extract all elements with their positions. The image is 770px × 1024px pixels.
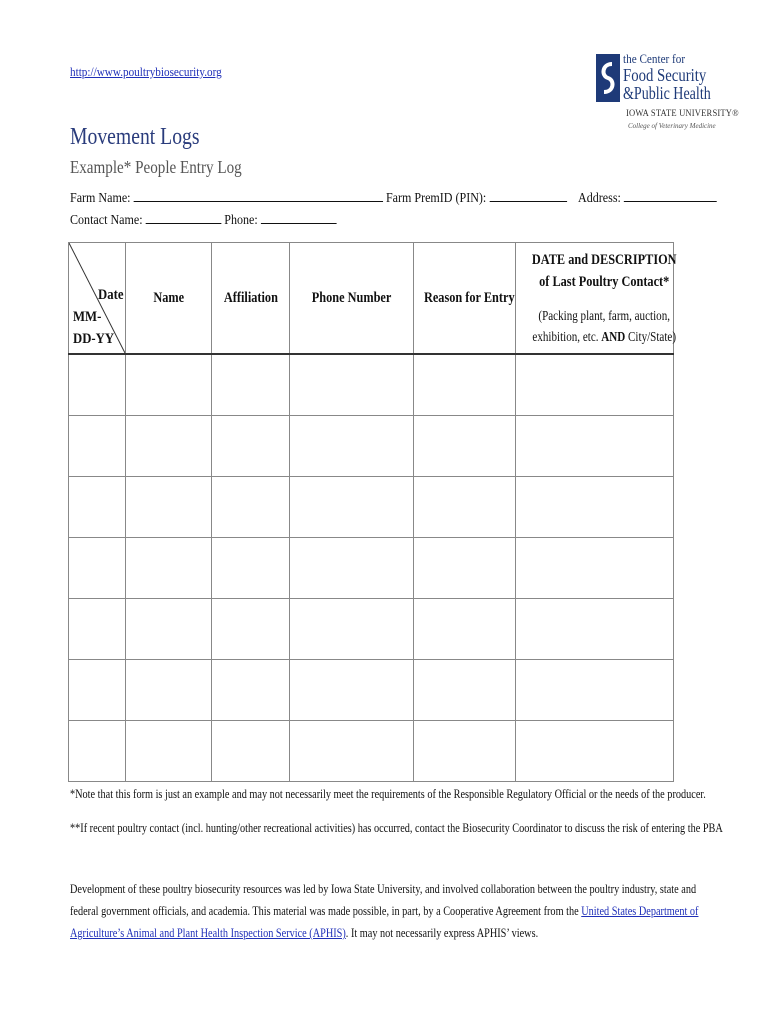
farm-info-row [70,189,717,207]
reason-cell[interactable] [414,416,516,477]
last-contact-header-line-2: of Last Poultry Contact* [539,274,670,290]
usda-aphis-link[interactable]: United States Department of Agriculture’s Animal and Plant Health Inspection Service (APHIS) [70,903,699,940]
last-contact-cell[interactable] [516,660,674,721]
farm-premid-label: Farm PremID (PIN): [385,191,487,206]
last-contact-cell[interactable] [516,721,674,782]
footer-text-2: . It may not necessarily express APHIS’ views. [345,925,539,940]
log-body [69,354,674,782]
table-header-row [69,243,674,355]
reason-cell[interactable] [414,354,516,416]
phone-number-cell[interactable] [290,599,414,660]
last-contact-cell[interactable] [516,538,674,599]
affiliation-cell[interactable] [212,721,290,782]
logo-line-1: the Center for [623,51,686,66]
reason-cell[interactable] [414,599,516,660]
name-column-header [126,243,212,355]
reason-cell[interactable] [414,538,516,599]
table-row [69,477,674,538]
affiliation-cell[interactable] [212,599,290,660]
phone-label: Phone: [224,213,258,228]
last-contact-column-header [516,243,677,355]
last-contact-sub-2c: City/State) [625,329,677,344]
footer-paragraph [70,878,702,944]
affiliation-cell[interactable] [212,477,290,538]
phone-number-cell[interactable] [290,721,414,782]
last-contact-header-line-1: DATE and DESCRIPTION [531,252,677,268]
page-subtitle: Example* People Entry Log [70,157,242,177]
name-header-label: Name [153,289,184,306]
name-cell[interactable] [126,354,212,416]
contact-info-row [70,211,336,229]
table-row [69,721,674,782]
affiliation-column-header [212,243,290,355]
date-cell[interactable] [69,599,126,660]
date-cell[interactable] [69,538,126,599]
phone-field[interactable] [261,211,337,224]
farm-premid-field[interactable] [489,189,566,202]
last-contact-cell[interactable] [516,416,674,477]
affiliation-cell[interactable] [212,416,290,477]
phone-number-cell[interactable] [290,538,414,599]
last-contact-cell[interactable] [516,354,674,416]
date-cell[interactable] [69,354,126,416]
reason-cell[interactable] [414,721,516,782]
last-contact-sub-line-1: (Packing plant, farm, auction, [538,308,670,323]
contact-name-label: Contact Name: [70,213,143,228]
website-link[interactable]: http://www.poultrybiosecurity.org [70,64,222,79]
name-cell[interactable] [126,477,212,538]
phone-number-cell[interactable] [290,416,414,477]
page-title: Movement Logs [70,124,200,150]
address-field[interactable] [624,189,717,202]
people-entry-log-table [68,242,677,782]
date-cell[interactable] [69,660,126,721]
affiliation-cell[interactable] [212,538,290,599]
name-cell[interactable] [126,538,212,599]
logo-line-2: Food Security [623,65,707,85]
affiliation-header-label: Affiliation [223,289,278,306]
last-contact-cell[interactable] [516,599,674,660]
phone-number-cell[interactable] [290,660,414,721]
logo-university: IOWA STATE UNIVERSITY® [626,109,739,119]
farm-name-label: Farm Name: [70,191,131,206]
name-cell[interactable] [126,416,212,477]
table-row [69,416,674,477]
last-contact-sub-line-2 [532,326,677,347]
date-label: Date [98,287,124,303]
table-row [69,538,674,599]
date-format-label-2: DD-YY [73,331,115,347]
reason-cell[interactable] [414,660,516,721]
logo-line-3: &Public Health [623,83,711,103]
date-cell[interactable] [69,477,126,538]
address-label: Address: [578,191,621,206]
phone-number-header-label: Phone Number [311,289,392,306]
table-row [69,354,674,416]
note-2: **If recent poultry contact (incl. hunting/other recreational activities) has occurred, contact the Biosecurity Coordinator to discuss the risk of entering the PBA [70,820,723,835]
center-food-security-logo [596,51,739,136]
reason-cell[interactable] [414,477,516,538]
affiliation-cell[interactable] [212,660,290,721]
phone-number-cell[interactable] [290,354,414,416]
date-column-header [69,243,126,355]
name-cell[interactable] [126,721,212,782]
reason-column-header [414,243,516,355]
last-contact-cell[interactable] [516,477,674,538]
last-contact-sub-and: AND [601,329,626,344]
phone-number-column-header [290,243,414,355]
date-format-label-1: MM- [73,309,102,325]
name-cell[interactable] [126,599,212,660]
note-1: *Note that this form is just an example and may not necessarily meet the requirements of the Responsible Regulatory Official or the needs of the producer. [70,786,706,801]
affiliation-cell[interactable] [212,354,290,416]
farm-name-field[interactable] [134,189,383,202]
last-contact-sub-2a: exhibition, etc. [532,329,602,344]
logo-college: College of Veterinary Medicine [628,122,716,130]
table-row [69,660,674,721]
name-cell[interactable] [126,660,212,721]
footer-text-1: Development of these poultry biosecurity resources was led by Iowa State University, and involved collaboration between the poultry industry, state and federal government officials, and academia. This material was made possible, in part, by a Cooperative Agreement from the [70,881,697,918]
reason-header-label: Reason for Entry [423,289,515,306]
logo-mark-icon [596,54,620,102]
table-row [69,599,674,660]
phone-number-cell[interactable] [290,477,414,538]
date-cell[interactable] [69,721,126,782]
date-cell[interactable] [69,416,126,477]
contact-name-field[interactable] [146,211,222,224]
